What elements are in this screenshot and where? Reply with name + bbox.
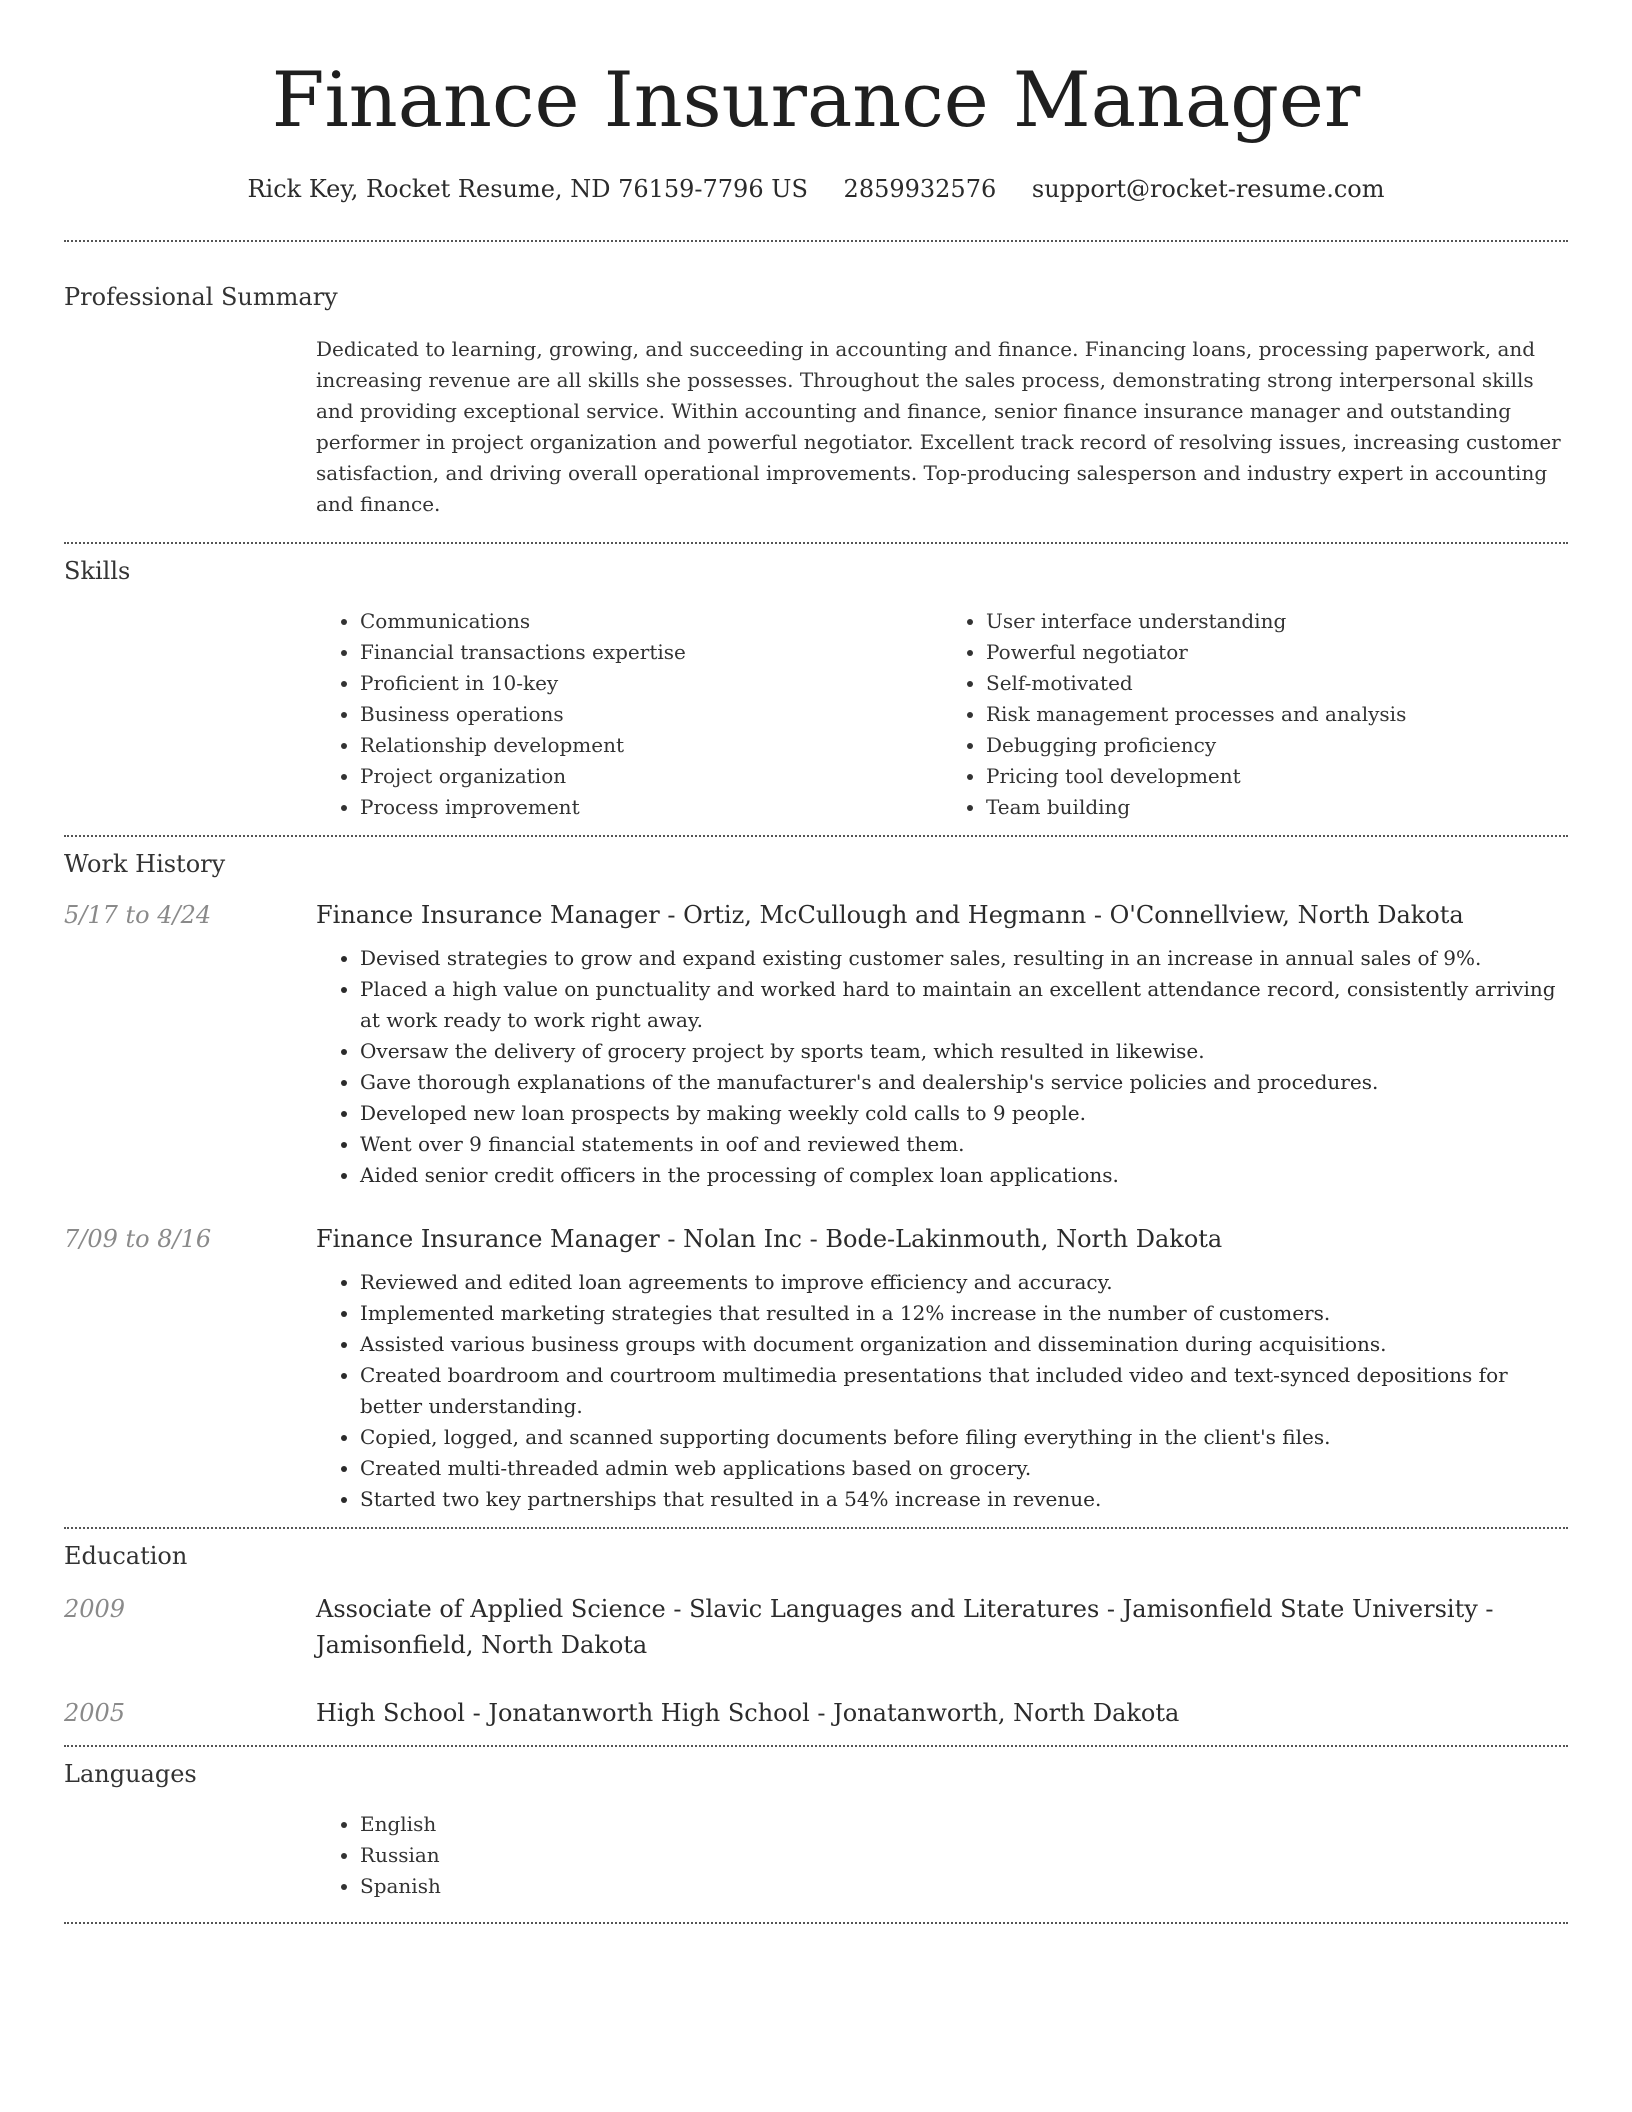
skills-column-left bbox=[316, 606, 942, 823]
skill-item: • Risk management processes and analysis bbox=[986, 699, 1568, 730]
education-year: 2005 bbox=[64, 1699, 126, 1727]
work-bullets bbox=[316, 1267, 1568, 1515]
skill-item: • Business operations bbox=[360, 699, 942, 730]
summary-section bbox=[316, 334, 1568, 520]
skill-item: • Self-motivated bbox=[986, 668, 1568, 699]
work-bullet: • Created boardroom and courtroom multimedia presentations that included video and text-synced depositions for better understanding. bbox=[360, 1360, 1568, 1422]
skill-item: • Financial transactions expertise bbox=[360, 637, 942, 668]
work-heading: Finance Insurance Manager - Nolan Inc - Bode-Lakinmouth, North Dakota bbox=[316, 1225, 1223, 1253]
resume-page bbox=[64, 0, 1568, 1924]
education-title: Education bbox=[64, 1542, 188, 1570]
work-entry-body bbox=[316, 897, 1568, 1191]
divider bbox=[64, 1745, 1568, 1747]
education-entry-body bbox=[316, 1695, 1568, 1731]
work-bullet: • Aided senior credit officers in the processing of complex loan applications. bbox=[360, 1160, 1568, 1191]
skill-item: • Process improvement bbox=[360, 792, 942, 823]
education-text: High School - Jonatanworth High School - Jonatanworth, North Dakota bbox=[316, 1699, 1180, 1727]
summary-text: Dedicated to learning, growing, and succeeding in accounting and finance. Financing loans, processing paperwork, and increasing revenue are all skills she possesses. Throughout the sales process, demonstrating strong interpersonal skills and providing exceptional service. Within accounting and finance, senior finance insurance manager and outstanding performer in project organization and powerful negotiator. Excellent track record of resolving issues, increasing customer satisfaction, and driving overall operational improvements. Top-producing salesperson and industry expert in accounting and finance. bbox=[316, 337, 1561, 516]
skills-list bbox=[316, 606, 1568, 823]
skill-item: • Communications bbox=[360, 606, 942, 637]
skills-title: Skills bbox=[64, 557, 131, 585]
skill-item: • Powerful negotiator bbox=[986, 637, 1568, 668]
work-entry bbox=[64, 1221, 1568, 1515]
language-item: • English bbox=[360, 1809, 1568, 1840]
work-bullet: • Implemented marketing strategies that resulted in a 12% increase in the number of customers. bbox=[360, 1298, 1568, 1329]
contact-line bbox=[64, 174, 1568, 204]
summary-title: Professional Summary bbox=[64, 283, 338, 311]
work-dates: 5/17 to 4/24 bbox=[64, 901, 212, 929]
skill-item: • User interface understanding bbox=[986, 606, 1568, 637]
skill-item: • Pricing tool development bbox=[986, 761, 1568, 792]
contact-email: support@rocket-resume.com bbox=[1031, 175, 1385, 203]
work-bullets bbox=[316, 943, 1568, 1191]
work-bullet: • Went over 9 financial statements in oof and reviewed them. bbox=[360, 1129, 1568, 1160]
divider bbox=[64, 1922, 1568, 1924]
resume-name: Finance Insurance Manager bbox=[271, 55, 1361, 144]
work-bullet: • Copied, logged, and scanned supporting documents before filing everything in the client's files. bbox=[360, 1422, 1568, 1453]
skill-item: • Debugging proficiency bbox=[986, 730, 1568, 761]
contact-address: Rick Key, Rocket Resume, ND 76159-7796 US bbox=[247, 175, 808, 203]
contact-phone: 2859932576 bbox=[843, 175, 997, 203]
work-bullet: • Reviewed and edited loan agreements to improve efficiency and accuracy. bbox=[360, 1267, 1568, 1298]
work-title: Work History bbox=[64, 850, 226, 878]
skill-item: • Project organization bbox=[360, 761, 942, 792]
work-bullet: • Devised strategies to grow and expand existing customer sales, resulting in an increase in annual sales of 9%. bbox=[360, 943, 1568, 974]
education-entry-body bbox=[316, 1591, 1568, 1663]
work-dates: 7/09 to 8/16 bbox=[64, 1225, 212, 1253]
skill-item: • Team building bbox=[986, 792, 1568, 823]
education-entry bbox=[64, 1591, 1568, 1663]
work-entry bbox=[64, 897, 1568, 1191]
work-bullet: • Assisted various business groups with document organization and dissemination during acquisitions. bbox=[360, 1329, 1568, 1360]
work-entry-body bbox=[316, 1221, 1568, 1515]
work-bullet: • Started two key partnerships that resulted in a 54% increase in revenue. bbox=[360, 1484, 1568, 1515]
work-heading: Finance Insurance Manager - Ortiz, McCullough and Hegmann - O'Connellview, North Dakota bbox=[316, 901, 1464, 929]
languages-list bbox=[316, 1809, 1568, 1902]
skill-item: • Relationship development bbox=[360, 730, 942, 761]
divider bbox=[64, 240, 1568, 242]
languages-title: Languages bbox=[64, 1760, 197, 1788]
work-bullet: • Developed new loan prospects by making weekly cold calls to 9 people. bbox=[360, 1098, 1568, 1129]
divider bbox=[64, 542, 1568, 544]
education-text: Associate of Applied Science - Slavic Languages and Literatures - Jamisonfield State University - Jamisonfield, North Dakota bbox=[316, 1595, 1494, 1659]
language-item: • Spanish bbox=[360, 1871, 1568, 1902]
work-bullet: • Created multi-threaded admin web applications based on grocery. bbox=[360, 1453, 1568, 1484]
language-item: • Russian bbox=[360, 1840, 1568, 1871]
languages-section bbox=[316, 1809, 1568, 1902]
education-year: 2009 bbox=[64, 1595, 126, 1623]
divider bbox=[64, 835, 1568, 837]
skill-item: • Proficient in 10-key bbox=[360, 668, 942, 699]
work-bullet: • Gave thorough explanations of the manufacturer's and dealership's service policies and procedures. bbox=[360, 1067, 1568, 1098]
work-bullet: • Placed a high value on punctuality and worked hard to maintain an excellent attendance record, consistently arriving at work ready to work right away. bbox=[360, 974, 1568, 1036]
work-bullet: • Oversaw the delivery of grocery project by sports team, which resulted in likewise. bbox=[360, 1036, 1568, 1067]
skills-column-right bbox=[942, 606, 1568, 823]
education-entry bbox=[64, 1695, 1568, 1731]
divider bbox=[64, 1527, 1568, 1529]
